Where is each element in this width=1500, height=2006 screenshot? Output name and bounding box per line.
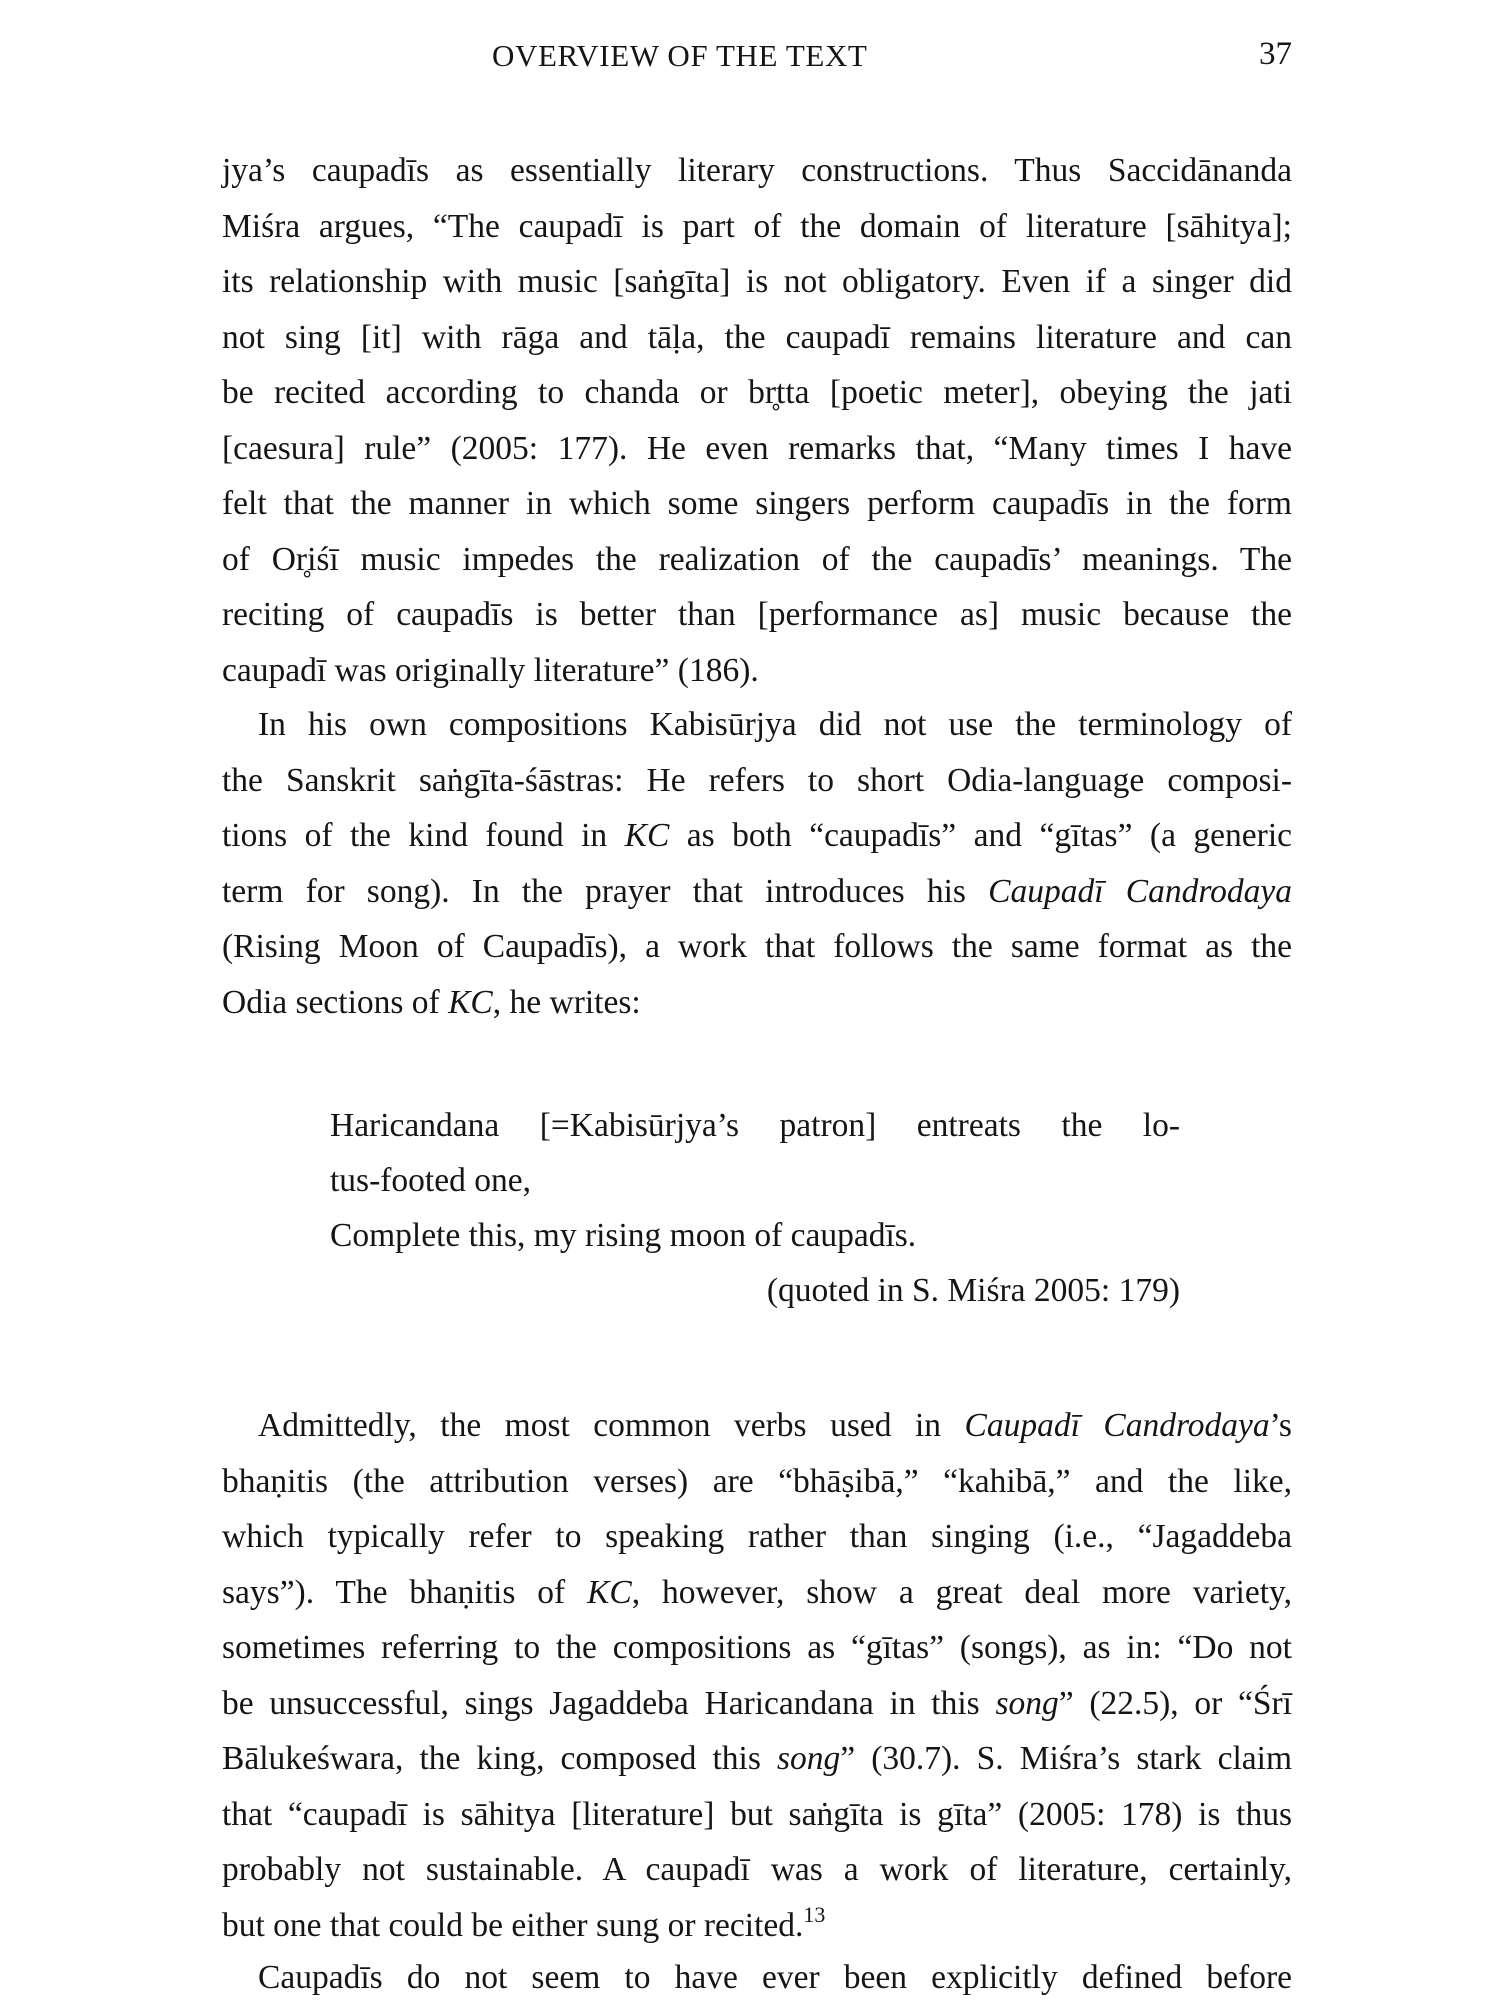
- text-line: not sing [it] with rāga and tāḷa, the caupadī remains literature and can: [222, 318, 1292, 356]
- text-line: which typically refer to speaking rather than singing (i.e., “Jagaddeba: [222, 1518, 1292, 1555]
- paragraph-1: [222, 143, 1292, 698]
- quote-citation: (quoted in S. Miśra 2005: 179): [766, 1272, 1180, 1309]
- text-line: (Rising Moon of Caupadīs), a work that follows the same format as the: [222, 928, 1292, 965]
- footnote-reference[interactable]: 13: [803, 1901, 826, 1927]
- text-line: be recited according to chanda or br̥tta [poetic meter], obeying the jati: [222, 374, 1292, 411]
- text-line: jya’s caupadīs as essentially literary constructions. Thus Saccidānanda: [222, 152, 1292, 189]
- page-number: 37: [1259, 36, 1292, 72]
- quote-line: Complete this, my rising moon of caupadīs.: [330, 1217, 917, 1254]
- quote-line: tus-footed one,: [330, 1162, 531, 1199]
- text-line: that “caupadī is sāhitya [literature] but saṅgīta is gīta” (2005: 178) is thus: [222, 1795, 1292, 1833]
- quote-line: Haricandana [=Kabisūrjya’s patron] entreats the lo-: [330, 1107, 1180, 1144]
- text-line: Admittedly, the most common verbs used in Caupadī Candrodaya’s: [258, 1407, 1292, 1444]
- running-header: [222, 34, 1292, 82]
- text-line: In his own compositions Kabisūrjya did not use the terminology of: [258, 706, 1292, 743]
- text-line: probably not sustainable. A caupadī was a work of literature, certainly,: [222, 1851, 1292, 1888]
- text-line: felt that the manner in which some singers perform caupadīs in the form: [222, 485, 1292, 522]
- text-line: be unsuccessful, sings Jagaddeba Haricandana in this song” (22.5), or “Śrī: [222, 1684, 1292, 1722]
- text-line: of Or̥iśī music impedes the realization of the caupadīs’ meanings. The: [222, 540, 1292, 578]
- text-line: tions of the kind found in KC as both “caupadīs” and “gītas” (a generic: [222, 817, 1293, 854]
- text-line: bhaṇitis (the attribution verses) are “bhāṣibā,” “kahibā,” and the like,: [222, 1462, 1292, 1500]
- paragraph-2: [222, 697, 1292, 1030]
- text-line: Miśra argues, “The caupadī is part of the domain of literature [sāhitya];: [222, 207, 1292, 245]
- text-line: [caesura] rule” (2005: 177). He even remarks that, “Many times I have: [222, 429, 1292, 467]
- text-line: reciting of caupadīs is better than [performance as] music because the: [222, 596, 1292, 633]
- text-line: but one that could be either sung or recited.$^{13}$: [222, 1901, 826, 1944]
- paragraph-3: [222, 1398, 1292, 1953]
- text-line: sometimes referring to the compositions as “gītas” (songs), as in: “Do not: [222, 1629, 1292, 1666]
- text-line: caupadī was originally literature” (186).: [222, 651, 759, 689]
- paragraph-4: [222, 1950, 1292, 2006]
- text-line: its relationship with music [saṅgīta] is not obligatory. Even if a singer did: [222, 263, 1292, 300]
- text-line: Caupadīs do not seem to have ever been explicitly defined before: [258, 1959, 1292, 1996]
- text-line: says”). The bhaṇitis of KC, however, show a great deal more variety,: [222, 1573, 1292, 1611]
- text-line: Bālukeśwara, the king, composed this song” (30.7). S. Miśra’s stark claim: [222, 1740, 1292, 1777]
- block-quote: [330, 1098, 1180, 1318]
- running-title: OVERVIEW OF THE TEXT: [492, 38, 868, 73]
- text-line: Odia sections of KC, he writes:: [222, 983, 641, 1021]
- text-line: term for song). In the prayer that introduces his Caupadī Candrodaya: [222, 872, 1292, 910]
- text-line: the Sanskrit saṅgīta-śāstras: He refers to short Odia-language composi-: [222, 761, 1292, 799]
